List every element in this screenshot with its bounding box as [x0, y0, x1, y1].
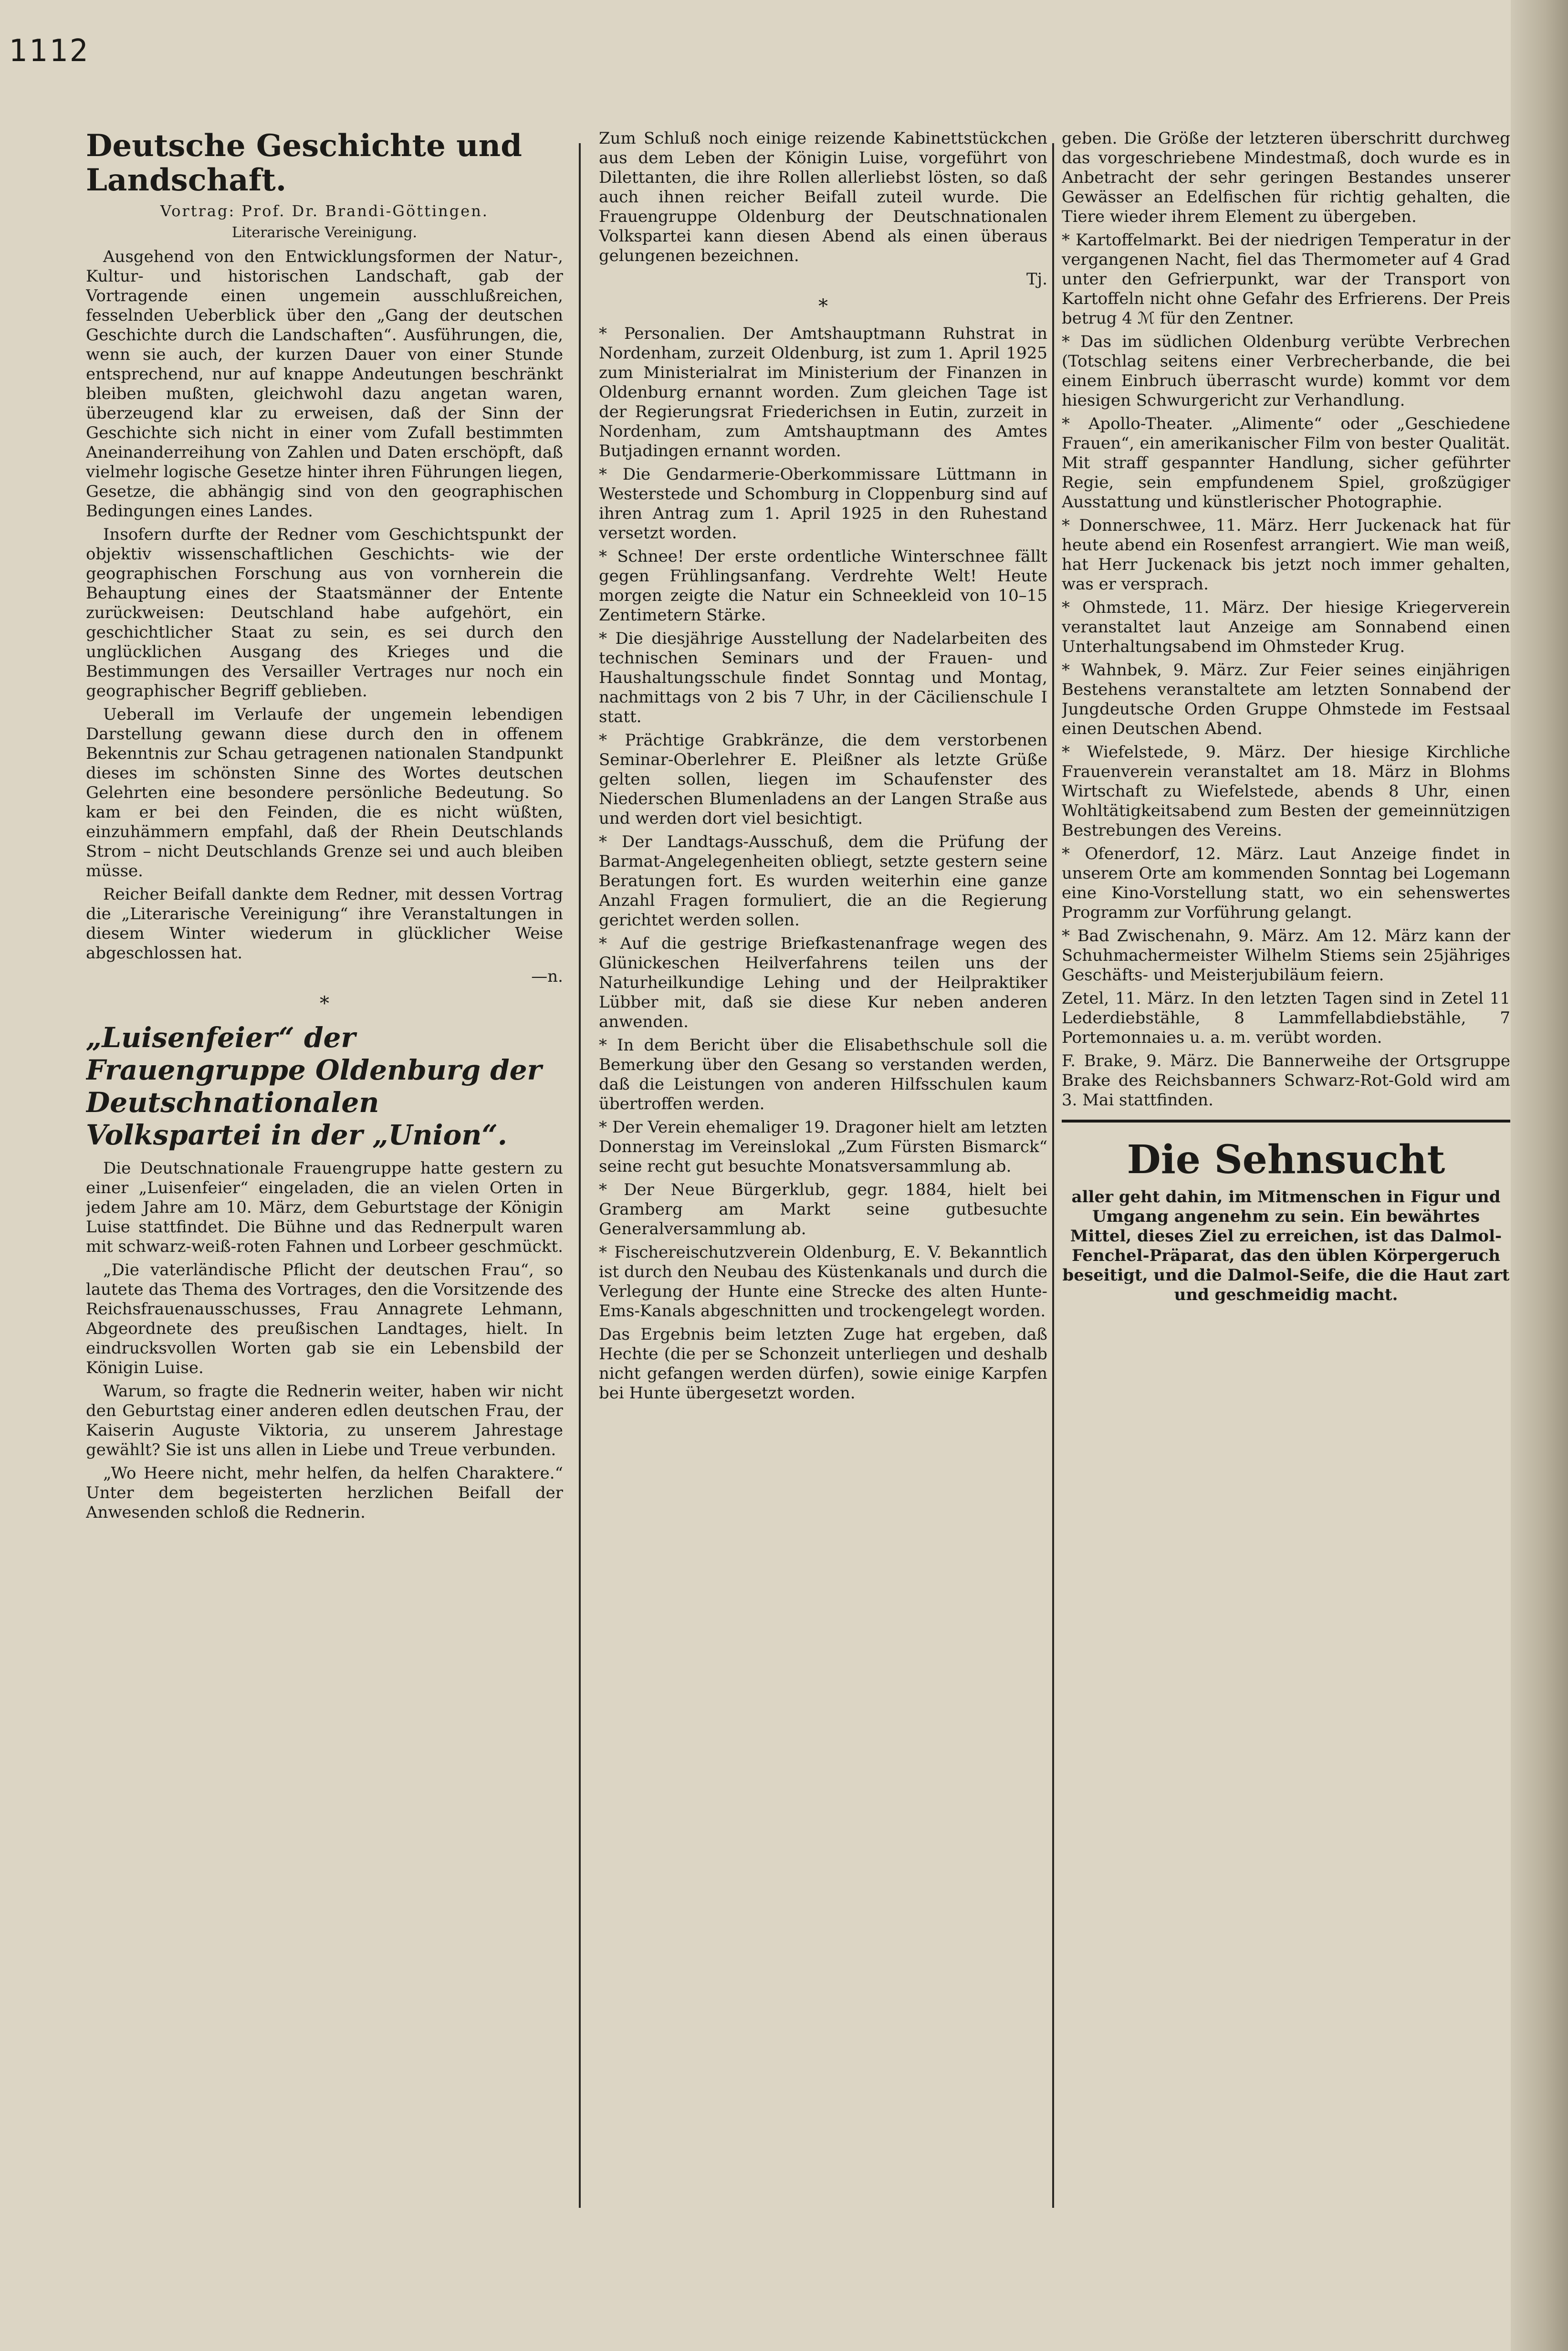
event-paragraph: „Die vaterländische Pflicht der deutschen Frau“, so lautete das Thema des Vortrages, den die Vorsitzende des Reichsfrauenausschusses, Frau Annagrete Lehmann, Abgeordnete des preußischen Landtages, hielt. In eindrucksvollen Worten gab sie ein Lebensbild der Königin Luise.	[86, 1260, 563, 1377]
article-title: Deutsche Geschichte und Landschaft.	[86, 129, 522, 198]
news-item: Zetel, 11. März. In den letzten Tagen sind in Zetel 11 Lederdiebstähle, 8 Lammfellabdiebstähle, 7 Portemonnaies u. a. m. verübt worden.	[1062, 989, 1510, 1047]
event-paragraph: Warum, so fragte die Rednerin weiter, haben wir nicht den Geburtstag einer anderen edlen deutschen Frau, der Kaiserin Auguste Viktoria, zu unserem Jahrestage gewählt? Sie ist uns allen in Liebe und Treue verbunden.	[86, 1382, 563, 1459]
column-rule	[1052, 143, 1054, 2208]
news-item: * Donnerschwee, 11. März. Herr Juckenack hat für heute abend ein Rosenfest arrangiert. Wie man weiß, hat Herr Juckenack bis jetzt noch immer gehalten, was er versprach.	[1062, 516, 1510, 594]
news-item: F. Brake, 9. März. Die Bannerweihe der Ortsgruppe Brake des Reichsbanners Schwarz-Rot-Gold wird am 3. Mai stattfinden.	[1062, 1051, 1510, 1110]
article-paragraph: Reicher Beifall dankte dem Redner, mit dessen Vortrag die „Literarische Vereinigung“ ihre Veranstaltungen in diesem Winter wiederum in glücklicher Weise abgeschlossen hat.	[86, 885, 563, 963]
page-number: 1112	[9, 33, 90, 69]
news-item: * Das im südlichen Oldenburg verübte Verbrechen (Totschlag seitens einer Verbrecherbande, die bei einem Einbruch überrascht wurde) kommt vor dem hiesigen Schwurgericht zur Verhandlung.	[1062, 332, 1510, 410]
news-item: * Auf die gestrige Briefkastenanfrage wegen des Glünickeschen Heilverfahrens teilen uns der Naturheilkundige Lehing und der Heilpraktiker Lübber mit, daß sie diese Kur neben anderen anwenden.	[599, 934, 1047, 1031]
news-item: Das Ergebnis beim letzten Zuge hat ergeben, daß Hechte (die per se Schonzeit unterliegen und deshalb nicht gefangen werden dürfen), sowie einige Karpfen bei Hunte übergesetzt worden.	[599, 1325, 1047, 1403]
article-byline: Vortrag: Prof. Dr. Brandi-Göttingen.	[160, 202, 489, 220]
article-paragraph: Insofern durfte der Redner vom Geschichtspunkt der objektiv wissenschaftlichen Geschichts- wie der geographischen Forschung aus von vornherein die Behauptung eines der Staatsmänner der Entente zurückweisen: Deutschland habe aufgehört, ein geschichtlicher Staat zu sein, es sei durch den unglücklichen Ausgang des Krieges und die Bestimmungen des Versailler Vertrages nur noch ein geographischer Begriff geblieben.	[86, 525, 563, 701]
column-rule	[579, 143, 581, 2208]
article-paragraph: Ausgehend von den Entwicklungsformen der Natur-, Kultur- und historischen Landschaft, gab der Vortragende einen ungemein ausschlußreichen, fesselnden Ueberblick über den „Gang der deutschen Geschichte durch die Landschaften“. Ausführungen, die, wenn sie auch, der kurzen Dauer von einer Stunde entsprechend, nur auf knappe Andeutungen beschränkt bleiben mußten, gleichwohl dazu angetan waren, überzeugend klar zu erweisen, daß der Sinn der Geschichte sich nicht in einer vom Zufall bestimmten Aneinanderreihung von Zahlen und Daten erschöpft, daß vielmehr logische Gesetze hinter ihren Führungen liegen, Gesetze, die abhängig sind von den geographischen Bedingungen eines Landes.	[86, 247, 563, 521]
news-item: * Der Landtags-Ausschuß, dem die Prüfung der Barmat-Angelegenheiten obliegt, setzte gestern seine Beratungen fort. Es wurden weiterhin eine ganze Anzahl Fragen formuliert, die an die Regierung gerichtet werden sollen.	[599, 832, 1047, 930]
article-signature: —n.	[531, 967, 563, 986]
advertisement-title: Die Sehnsucht	[1127, 1137, 1445, 1183]
column-intro: geben. Die Größe der letzteren überschritt durchweg das vorgeschriebene Mindestmaß, doch wurde es in Anbetracht der sehr geringen Bestandes unserer Gewässer an Edelfischen für richtig gehalten, die Tiere wieder ihrem Element zu übergeben.	[1062, 129, 1510, 226]
advertisement-text: aller geht dahin, im Mitmenschen in Figur und Umgang angenehm zu sein. Ein bewährtes Mittel, dieses Ziel zu erreichen, ist das Dalmol-Fenchel-Präparat, das den üblen Körpergeruch beseitigt, und die Dalmol-Seife, die die Haut zart und geschmeidig macht.	[1062, 1187, 1510, 1304]
article-subline: Literarische Vereinigung.	[231, 224, 418, 241]
event-paragraph: Die Deutschnationale Frauengruppe hatte gestern zu einer „Luisenfeier“ eingeladen, die an vielen Orten in jedem Jahre am 10. März, dem Geburtstage der Königin Luise stattfindet. Die Bühne und das Rednerpult waren mit schwarz-weiß-roten Fahnen und Lorbeer geschmückt.	[86, 1159, 563, 1256]
news-item: * Kartoffelmarkt. Bei der niedrigen Temperatur in der vergangenen Nacht, fiel das Thermometer auf 4 Grad unter den Gefrierpunkt, war der Transport von Kartoffeln nicht ohne Gefahr des Erfrierens. Der Preis betrug 4 ℳ für den Zentner.	[1062, 231, 1510, 328]
advertisement	[1062, 1120, 1510, 1305]
article-paragraph: Ueberall im Verlaufe der ungemein lebendigen Darstellung gewann diese durch den in offenem Bekenntnis zur Schau getragenen nationalen Standpunkt dieses im schönsten Sinne des Wortes deutschen Gelehrten eine besondere persönliche Bedeutung. So kam er bei den Feinden, die es nicht wüßten, einzuhämmern empfahl, daß der Rhein Deutschlands Strom – nicht Deutschlands Grenze sei und auch bleiben müsse.	[86, 705, 563, 881]
news-item: * Wiefelstede, 9. März. Der hiesige Kirchliche Frauenverein veranstaltet am 18. März in Blohms Wirtschaft zu Wiefelstede, abends 8 Uhr, einen Wohltätigkeitsabend zum Besten der gemeinnützigen Bestrebungen des Vereins.	[1062, 743, 1510, 840]
news-item: * Die diesjährige Ausstellung der Nadelarbeiten des technischen Seminars und der Frauen- und Haushaltungsschule findet Sonntag und Montag, nachmittags von 2 bis 7 Uhr, in der Cäcilienschule I statt.	[599, 629, 1047, 726]
column-left	[86, 129, 563, 2227]
separator-star: *	[818, 295, 828, 317]
news-item: * Apollo-Theater. „Alimente“ oder „Geschiedene Frauen“, ein amerikanischer Film von bester Qualität. Mit straff gespannter Handlung, sicher geführter Regie, sein empfundenem Spiel, großzügiger Ausstattung und künstlerischer Photographie.	[1062, 414, 1510, 512]
news-item: * Der Neue Bürgerklub, gegr. 1884, hielt bei Gramberg am Markt seine gutbesuchte Generalversammlung ab.	[599, 1180, 1047, 1238]
news-item: * Fischereischutzverein Oldenburg, E. V. Bekanntlich ist durch den Neubau des Küstenkanals und durch die Verlegung der Hunte eine Strecke des alten Hunte-Ems-Kanals abgeschnitten und trockengelegt worden.	[599, 1243, 1047, 1321]
news-item: * Prächtige Grabkränze, die dem verstorbenen Seminar-Oberlehrer E. Pleißner als letzte Grüße gelten sollen, liegen im Schaufenster des Niederschen Blumenladens an der Langen Straße aus und werden dort viel besichtigt.	[599, 731, 1047, 828]
news-item: * In dem Bericht über die Elisabethschule soll die Bemerkung über den Gesang so verstanden werden, daß die Leistungen von anderen Hilfsschulen kaum übertroffen werden.	[599, 1036, 1047, 1113]
event-title: „Luisenfeier“ der Frauengruppe Oldenburg der Deutschnationalen Volkspartei in der „Union“.	[86, 1021, 542, 1151]
event-paragraph: „Wo Heere nicht, mehr helfen, da helfen Charaktere.“ Unter dem begeisterten herzlichen Beifall der Anwesenden schloß die Rednerin.	[86, 1464, 563, 1522]
news-item: * Ohmstede, 11. März. Der hiesige Kriegerverein veranstaltet laut Anzeige am Sonnabend einen Unterhaltungsabend im Ohmsteder Krug.	[1062, 598, 1510, 656]
intro-signature: Tj.	[1026, 270, 1047, 289]
column-right	[1062, 129, 1510, 2227]
news-item: * Personalien. Der Amtshauptmann Ruhstrat in Nordenham, zurzeit Oldenburg, ist zum 1. April 1925 zum Ministerialrat im Ministerium der Finanzen in Oldenburg ernannt worden. Zum gleichen Tage ist der Regierungsrat Friederichsen in Eutin, zurzeit in Nordenham, zum Amtshauptmann des Amtes Butjadingen ernannt worden.	[599, 324, 1047, 461]
column-middle	[599, 129, 1047, 2227]
news-item: * Bad Zwischenahn, 9. März. Am 12. März kann der Schuhmachermeister Wilhelm Stiems sein 25jähriges Geschäfts- und Meisterjubiläum feiern.	[1062, 926, 1510, 985]
news-item: * Der Verein ehemaliger 19. Dragoner hielt am letzten Donnerstag im Vereinslokal „Zum Fürsten Bismarck“ seine recht gut besuchte Monatsversammlung ab.	[599, 1118, 1047, 1176]
news-item: * Ofenerdorf, 12. März. Laut Anzeige findet in unserem Orte am kommenden Sonntag bei Logemann eine Kino-Vorstellung statt, wo ein sehenswertes Programm zur Vorführung gelangt.	[1062, 844, 1510, 922]
separator-star: *	[320, 993, 329, 1015]
news-item: * Wahnbek, 9. März. Zur Feier seines einjährigen Bestehens veranstaltete am letzten Sonnabend der Jungdeutsche Orden Gruppe Ohmstede im Festsaal einen Deutschen Abend.	[1062, 661, 1510, 738]
news-item: * Schnee! Der erste ordentliche Winterschnee fällt gegen Frühlingsanfang. Verdrehte Welt! Heute morgen zeigte die Natur ein Schneekleid von 10–15 Zentimetern Stärke.	[599, 547, 1047, 625]
news-item: * Die Gendarmerie-Oberkommissare Lüttmann in Westerstede und Schomburg in Cloppenburg sind auf ihren Antrag zum 1. April 1925 in den Ruhestand versetzt worden.	[599, 465, 1047, 543]
page-edge-shadow	[1511, 0, 1568, 2351]
column-intro: Zum Schluß noch einige reizende Kabinettstückchen aus dem Leben der Königin Luise, vorgeführt von Dilettanten, die ihre Rollen allerliebst lösten, so daß auch ihnen reicher Beifall zuteil wurde. Die Frauengruppe Oldenburg der Deutschnationalen Volkspartei kann diesen Abend als einen überaus gelungenen bezeichnen.	[599, 129, 1047, 265]
